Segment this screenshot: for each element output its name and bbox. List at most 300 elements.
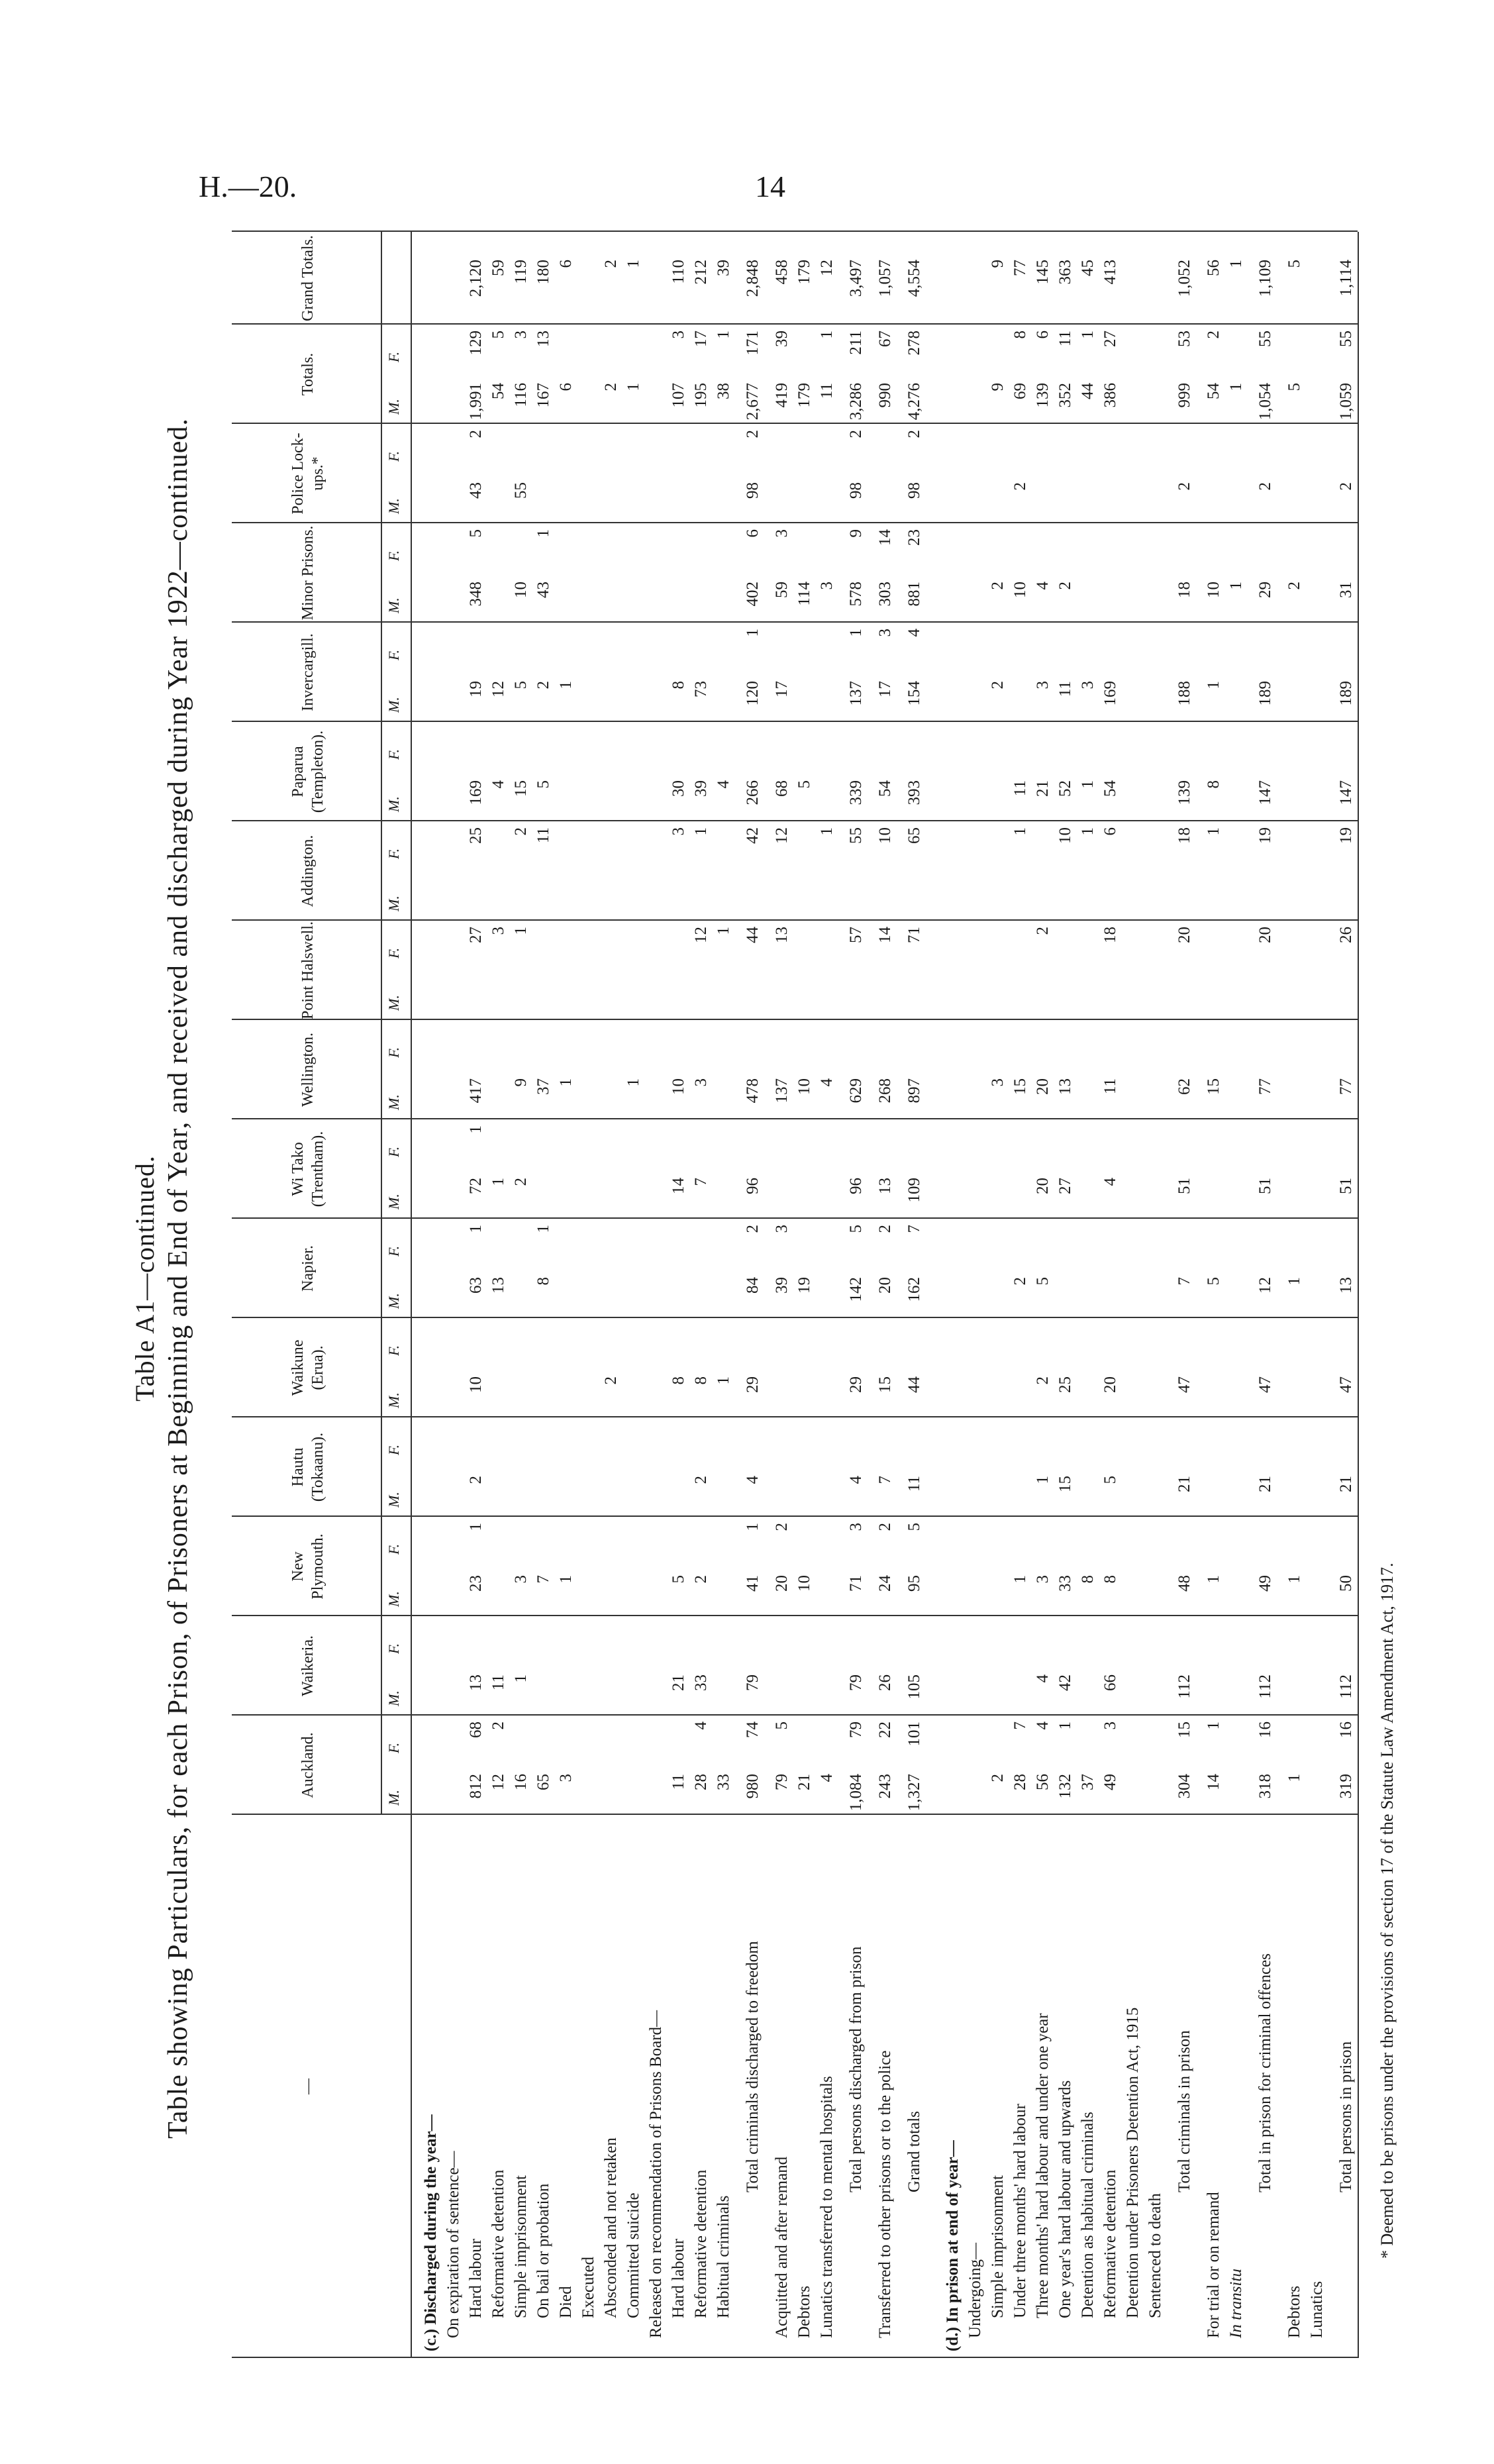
table-cell: 44 [905, 1376, 923, 1393]
table-cell: 3,286 [847, 383, 865, 421]
table-cell: 2 [602, 383, 620, 391]
table-cell: 2 [1011, 1277, 1029, 1286]
male-subheader: M. [385, 896, 402, 911]
female-subheader: F. [385, 1345, 402, 1356]
table-cell: 47 [1337, 1376, 1355, 1393]
table-cell: 2 [847, 430, 865, 438]
prison-column-header: Hautu (Tokaanu). [289, 1432, 326, 1502]
row-label: Total persons in prison [1337, 2041, 1355, 2192]
table-cell: 212 [692, 260, 710, 285]
table-cell: 195 [692, 383, 710, 408]
table-cell: 101 [905, 1721, 923, 1747]
table-cell: 11 [670, 1774, 687, 1790]
table-cell: 1 [534, 529, 552, 538]
table-cell: 5 [512, 681, 530, 690]
male-subheader: M. [385, 697, 402, 713]
prison-column-header: New Plymouth. [289, 1533, 326, 1600]
row-label: Under three months' hard labour [1011, 2104, 1029, 2318]
table-cell: 3 [670, 331, 687, 339]
table-cell: 137 [773, 1078, 791, 1104]
table-cell: 339 [847, 780, 865, 805]
table-cell: 109 [905, 1178, 923, 1203]
table-cell: 63 [467, 1277, 485, 1294]
table-cell: 84 [744, 1277, 762, 1294]
row-rule [1358, 232, 1359, 2358]
table-cell: 990 [876, 383, 894, 408]
table-cell: 19 [1256, 827, 1274, 844]
male-subheader: M. [385, 1690, 402, 1706]
table-cell: 3 [512, 1575, 530, 1584]
table-cell: 11 [489, 1674, 507, 1691]
table-cell: 881 [905, 582, 923, 607]
table-cell: 2,120 [467, 260, 485, 297]
table-cell: 65 [905, 827, 923, 844]
table-cell: 2 [1011, 482, 1029, 491]
row-label: Died [557, 2286, 575, 2318]
column-rule [232, 820, 1358, 821]
table-cell: 169 [1101, 681, 1119, 706]
table-cell: 10 [1056, 827, 1074, 844]
table-cell: 33 [692, 1674, 710, 1691]
table-cell: 21 [795, 1774, 813, 1790]
table-cell: 2 [1056, 582, 1074, 590]
table-cell: 12 [489, 1774, 507, 1790]
table-cell: 13 [534, 331, 552, 347]
row-label: Total in prison for criminal offences [1256, 1953, 1274, 2192]
table-cell: 7 [692, 1178, 710, 1186]
row-label: In transitu [1227, 2269, 1245, 2338]
table-cell: 5 [773, 1721, 791, 1730]
male-subheader: M. [385, 498, 402, 514]
table-cell: 1 [1011, 827, 1029, 836]
table-cell: 1,084 [847, 1774, 865, 1812]
prison-column-header: Wellington. [299, 1032, 317, 1107]
column-rule [232, 1118, 1358, 1119]
table-cell: 137 [847, 681, 865, 706]
table-cell: 4 [847, 1476, 865, 1484]
table-cell: 1 [1079, 827, 1097, 836]
table-cell: 3 [557, 1774, 575, 1782]
column-rule [232, 323, 1358, 325]
column-rule [232, 1019, 1358, 1020]
table-cell: 12 [818, 260, 836, 276]
table-cell: 8 [692, 1376, 710, 1385]
table-cell: 1 [715, 927, 732, 935]
male-subheader: M. [385, 1492, 402, 1508]
table-cell: 2 [512, 827, 530, 836]
table-cell: 1 [467, 1225, 485, 1233]
table-cell: 12 [692, 927, 710, 943]
female-subheader: F. [385, 649, 402, 660]
table-cell: 71 [847, 1575, 865, 1592]
table-cell: 53 [1175, 331, 1193, 347]
row-label: Lunatics [1308, 2281, 1326, 2338]
column-rule [232, 919, 1358, 921]
table-cell: 478 [744, 1078, 762, 1104]
column-rule [232, 522, 1358, 523]
table-cell: 10 [467, 1376, 485, 1393]
table-cell: 2,677 [744, 383, 762, 421]
male-subheader: M. [385, 597, 402, 613]
table-cell: 27 [1101, 331, 1119, 347]
page-number: 14 [755, 170, 785, 203]
table-cell: 1 [1011, 1575, 1029, 1584]
male-subheader: M. [385, 1293, 402, 1309]
table-cell: 5 [670, 1575, 687, 1584]
table-cell: 17 [876, 681, 894, 697]
table-cell: 1 [1079, 331, 1097, 339]
prison-statistics-table [232, 199, 1358, 2358]
male-subheader: M. [385, 1591, 402, 1607]
table-cell: 7 [1175, 1277, 1193, 1286]
table-cell: 6 [744, 529, 762, 538]
table-cell: 1 [512, 1674, 530, 1683]
table-cell: 1 [1205, 1721, 1222, 1730]
table-cell: 417 [467, 1078, 485, 1104]
table-cell: 162 [905, 1277, 923, 1302]
table-cell: 1,059 [1337, 383, 1355, 421]
table-cell: 51 [1337, 1178, 1355, 1194]
table-cell: 12 [489, 681, 507, 697]
table-cell: 59 [773, 582, 791, 598]
rotated-table-block [123, 185, 1414, 2371]
table-cell: 5 [1285, 383, 1303, 391]
table-cell: 1 [624, 260, 642, 268]
table-cell: 27 [467, 927, 485, 943]
row-label: Three months' hard labour and under one year [1034, 2013, 1052, 2318]
table-cell: 21 [1175, 1476, 1193, 1492]
table-cell: 12 [773, 827, 791, 844]
table-cell: 15 [512, 780, 530, 797]
table-cell: 51 [1175, 1178, 1193, 1194]
table-cell: 13 [876, 1178, 894, 1194]
table-cell: 105 [905, 1674, 923, 1700]
table-cell: 5 [1205, 1277, 1222, 1286]
table-cell: 24 [876, 1575, 894, 1592]
table-cell: 29 [847, 1376, 865, 1393]
table-cell: 1 [715, 331, 732, 339]
table-cell: 1 [1056, 1721, 1074, 1730]
row-label: Reformative detention [489, 2169, 507, 2318]
table-cell: 9 [512, 1078, 530, 1087]
table-cell: 1 [818, 827, 836, 836]
prison-column-header: Auckland. [299, 1732, 317, 1798]
table-cell: 179 [795, 260, 813, 285]
table-cell: 189 [1337, 681, 1355, 706]
table-cell: 8 [1101, 1575, 1119, 1584]
table-cell: 2 [1034, 927, 1052, 935]
prison-column-header: Invercargill. [299, 633, 317, 711]
table-cell: 21 [670, 1674, 687, 1691]
table-cell: 4 [1034, 1674, 1052, 1683]
table-cell: 1 [557, 1575, 575, 1584]
table-cell: 25 [467, 827, 485, 844]
prison-column-header: Minor Prisons. [299, 525, 317, 621]
table-cell: 7 [876, 1476, 894, 1484]
table-cell: 14 [876, 927, 894, 943]
table-cell: 10 [795, 1078, 813, 1095]
table-subtitle: Table showing Particulars, for each Prison, of Prisoners at Beginning and End of Year, and received and discharged during Year 1922—continued. [163, 418, 193, 2139]
table-cell: 22 [876, 1721, 894, 1738]
row-label: Executed [579, 2256, 597, 2318]
female-subheader: F. [385, 1742, 402, 1753]
table-cell: 980 [744, 1774, 762, 1799]
table-cell: 28 [1011, 1774, 1029, 1790]
table-cell: 10 [512, 582, 530, 598]
row-label: Total persons discharged from prison [847, 1946, 865, 2192]
table-cell: 3 [876, 629, 894, 637]
table-cell: 49 [1256, 1575, 1274, 1592]
female-subheader: F. [385, 1047, 402, 1058]
table-cell: 3 [773, 1225, 791, 1233]
row-label: Acquitted and after remand [773, 2156, 791, 2338]
table-cell: 43 [467, 482, 485, 499]
table-cell: 1 [1034, 1476, 1052, 1484]
table-cell: 188 [1175, 681, 1193, 706]
table-cell: 38 [715, 383, 732, 399]
column-rule [232, 231, 1358, 232]
table-cell: 11 [1056, 681, 1074, 697]
table-cell: 278 [905, 331, 923, 356]
table-cell: 9 [847, 529, 865, 538]
table-cell: 1 [715, 1376, 732, 1385]
table-cell: 19 [795, 1277, 813, 1294]
row-label: One year's hard labour and upwards [1056, 2080, 1074, 2318]
table-cell: 393 [905, 780, 923, 805]
table-cell: 3 [692, 1078, 710, 1087]
table-cell: 20 [1175, 927, 1193, 943]
table-cell: 1 [1227, 260, 1245, 268]
table-cell: 54 [876, 780, 894, 797]
table-cell: 107 [670, 383, 687, 408]
table-cell: 1,114 [1337, 260, 1355, 297]
row-label: Hard labour [467, 2238, 485, 2318]
table-cell: 18 [1175, 582, 1193, 598]
table-cell: 6 [557, 260, 575, 268]
female-subheader: F. [385, 450, 402, 462]
table-cell: 4 [1034, 582, 1052, 590]
table-cell: 33 [715, 1774, 732, 1790]
table-cell: 129 [467, 331, 485, 356]
table-cell: 54 [1101, 780, 1119, 797]
table-cell: 1 [1285, 1277, 1303, 1286]
table-cell: 49 [1101, 1774, 1119, 1790]
table-cell: 55 [847, 827, 865, 844]
row-label: Total criminals in prison [1175, 2030, 1193, 2192]
table-cell: 79 [847, 1721, 865, 1738]
table-cell: 1 [624, 1078, 642, 1087]
table-cell: 2 [1175, 482, 1193, 491]
table-cell: 55 [1256, 331, 1274, 347]
table-cell: 56 [1034, 1774, 1052, 1790]
row-label: Committed suicide [624, 2192, 642, 2318]
table-cell: 14 [670, 1178, 687, 1194]
table-cell: 1 [557, 1078, 575, 1087]
table-cell: 2 [876, 1225, 894, 1233]
row-label: (d.) In prison at end of year— [944, 2140, 962, 2351]
table-cell: 11 [905, 1476, 923, 1492]
table-cell: 6 [1034, 331, 1052, 339]
table-cell: 112 [1337, 1674, 1355, 1699]
table-cell: 47 [1256, 1376, 1274, 1393]
table-cell: 20 [876, 1277, 894, 1294]
row-rule [411, 232, 412, 2358]
table-cell: 98 [847, 482, 865, 499]
table-cell: 8 [1205, 780, 1222, 789]
footnote: * Deemed to be prisons under the provisions of section 17 of the Statute Law Amendment Act, 1917. [1377, 1563, 1397, 2259]
table-cell: 79 [773, 1774, 791, 1790]
male-subheader: M. [385, 995, 402, 1011]
table-cell: 413 [1101, 260, 1119, 285]
table-cell: 98 [744, 482, 762, 499]
row-label: Detention under Prisoners Detention Act, 1915 [1124, 2007, 1142, 2318]
table-cell: 363 [1056, 260, 1074, 285]
table-cell: 5 [1101, 1476, 1119, 1484]
table-cell: 43 [534, 582, 552, 598]
table-cell: 145 [1034, 260, 1052, 285]
table-cell: 897 [905, 1078, 923, 1104]
table-cell: 578 [847, 582, 865, 607]
table-cell: 179 [795, 383, 813, 408]
table-cell: 2 [989, 582, 1007, 590]
table-cell: 169 [467, 780, 485, 805]
table-cell: 7 [905, 1225, 923, 1233]
table-title: Table A1—continued. [130, 1155, 160, 1402]
table-cell: 1 [744, 1523, 762, 1531]
table-cell: 41 [744, 1575, 762, 1592]
table-cell: 68 [467, 1721, 485, 1738]
table-cell: 73 [692, 681, 710, 697]
table-cell: 12 [1256, 1277, 1274, 1294]
table-cell: 21 [1337, 1476, 1355, 1492]
table-cell: 318 [1256, 1774, 1274, 1799]
table-cell: 74 [744, 1721, 762, 1738]
table-cell: 10 [1011, 582, 1029, 598]
row-label: Released on recommendation of Prisons Board— [647, 2010, 665, 2338]
table-cell: 147 [1337, 780, 1355, 805]
table-cell: 1 [692, 827, 710, 836]
table-cell: 2 [773, 1523, 791, 1531]
table-cell: 114 [795, 582, 813, 606]
table-cell: 386 [1101, 383, 1119, 408]
table-cell: 2 [512, 1178, 530, 1186]
table-cell: 62 [1175, 1078, 1193, 1095]
column-rule [232, 1814, 1358, 1815]
table-cell: 15 [1011, 1078, 1029, 1095]
table-cell: 65 [534, 1774, 552, 1790]
table-cell: 18 [1101, 927, 1119, 943]
table-cell: 1,109 [1256, 260, 1274, 297]
table-cell: 1 [534, 1225, 552, 1233]
table-cell: 11 [534, 827, 552, 844]
table-cell: 15 [1205, 1078, 1222, 1095]
table-cell: 23 [467, 1575, 485, 1592]
table-cell: 1 [557, 681, 575, 690]
column-rule [232, 1714, 1358, 1716]
table-cell: 3 [989, 1078, 1007, 1087]
row-label: On bail or probation [534, 2183, 552, 2318]
table-cell: 71 [905, 927, 923, 943]
prison-column-header: Paparua (Templeton). [289, 730, 326, 813]
row-label: Lunatics transferred to mental hospitals [818, 2076, 836, 2338]
row-label: Detention as habitual criminals [1079, 2112, 1097, 2318]
table-cell: 5 [1034, 1277, 1052, 1286]
table-cell: 21 [1256, 1476, 1274, 1492]
table-cell: 5 [489, 331, 507, 339]
female-subheader: F. [385, 1444, 402, 1455]
table-cell: 59 [489, 260, 507, 276]
female-subheader: F. [385, 351, 402, 362]
table-cell: 3 [489, 927, 507, 935]
column-rule [232, 1317, 1358, 1318]
row-label: Debtors [1285, 2285, 1303, 2338]
table-cell: 1 [1285, 1774, 1303, 1782]
table-cell: 2 [1034, 1376, 1052, 1385]
row-label: Transferred to other prisons or to the police [876, 2050, 894, 2338]
table-cell: 999 [1175, 383, 1193, 408]
table-cell: 72 [467, 1178, 485, 1194]
prison-column-header: Grand Totals. [299, 235, 317, 321]
table-cell: 120 [744, 681, 762, 706]
table-cell: 812 [467, 1774, 485, 1799]
table-cell: 352 [1056, 383, 1074, 408]
table-cell: 268 [876, 1078, 894, 1104]
table-cell: 33 [1056, 1575, 1074, 1592]
table-cell: 30 [670, 780, 687, 797]
column-rule [232, 721, 1358, 722]
table-cell: 2 [534, 681, 552, 690]
table-cell: 11 [1011, 780, 1029, 797]
table-cell: 39 [773, 331, 791, 347]
table-cell: 180 [534, 260, 552, 285]
table-cell: 50 [1337, 1575, 1355, 1592]
table-cell: 2 [1205, 331, 1222, 339]
column-rule [232, 1416, 1358, 1417]
table-cell: 29 [744, 1376, 762, 1393]
table-cell: 2 [467, 430, 485, 438]
table-cell: 51 [1256, 1178, 1274, 1194]
document-code: H.—20. [199, 170, 297, 203]
table-cell: 1 [1227, 582, 1245, 590]
table-cell: 4 [489, 780, 507, 789]
table-cell: 1 [847, 629, 865, 637]
table-cell: 3 [847, 1523, 865, 1531]
table-cell: 266 [744, 780, 762, 805]
table-cell: 96 [744, 1178, 762, 1194]
table-cell: 15 [876, 1376, 894, 1393]
table-cell: 44 [744, 927, 762, 943]
table-cell: 4 [905, 629, 923, 637]
table-cell: 15 [1175, 1721, 1193, 1738]
table-cell: 21 [1034, 780, 1052, 797]
table-cell: 16 [1337, 1721, 1355, 1738]
table-cell: 15 [1056, 1476, 1074, 1492]
table-cell: 69 [1011, 383, 1029, 399]
table-cell: 13 [467, 1674, 485, 1691]
table-cell: 1 [1205, 681, 1222, 690]
table-cell: 3,497 [847, 260, 865, 297]
table-cell: 2 [467, 1476, 485, 1484]
table-cell: 6 [557, 383, 575, 391]
table-cell: 132 [1056, 1774, 1074, 1799]
table-cell: 13 [489, 1277, 507, 1294]
female-subheader: F. [385, 550, 402, 561]
table-cell: 47 [1175, 1376, 1193, 1393]
table-cell: 1 [1079, 780, 1097, 789]
table-cell: 2 [876, 1523, 894, 1531]
female-subheader: F. [385, 1643, 402, 1654]
table-cell: 171 [744, 331, 762, 356]
